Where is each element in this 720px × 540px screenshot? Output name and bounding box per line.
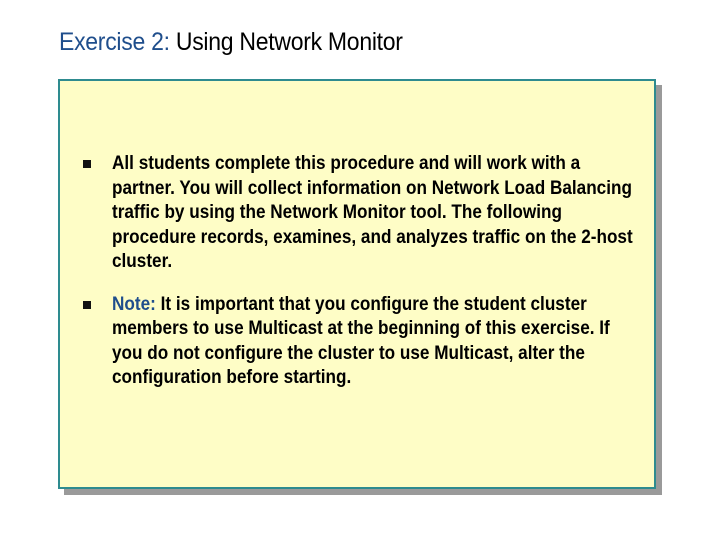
slide-title xyxy=(59,28,403,57)
title-prefix: Exercise 2: xyxy=(59,28,170,56)
note-label: Note: xyxy=(112,292,156,315)
bullet-text xyxy=(112,151,640,274)
bullet-item-procedure xyxy=(60,151,660,274)
content-panel xyxy=(58,79,656,489)
bullet-item-note xyxy=(60,292,660,390)
bullet-list xyxy=(60,151,660,408)
square-bullet-icon xyxy=(83,301,91,309)
square-bullet-icon xyxy=(83,160,91,168)
bullet-text xyxy=(112,292,640,390)
title-main: Using Network Monitor xyxy=(175,28,403,56)
note-text: It is important that you configure the student cluster members to use Multicast at the beginning of this exercise. If you do not configure the cluster to use Multicast, alter the configuration before starting. xyxy=(112,292,610,388)
procedure-text: All students complete this procedure and will work with a partner. You will collect information on Network Load Balancing traffic by using the Network Monitor tool. The following procedure records, examines, and analyzes traffic on the 2-host cluster. xyxy=(112,152,633,272)
